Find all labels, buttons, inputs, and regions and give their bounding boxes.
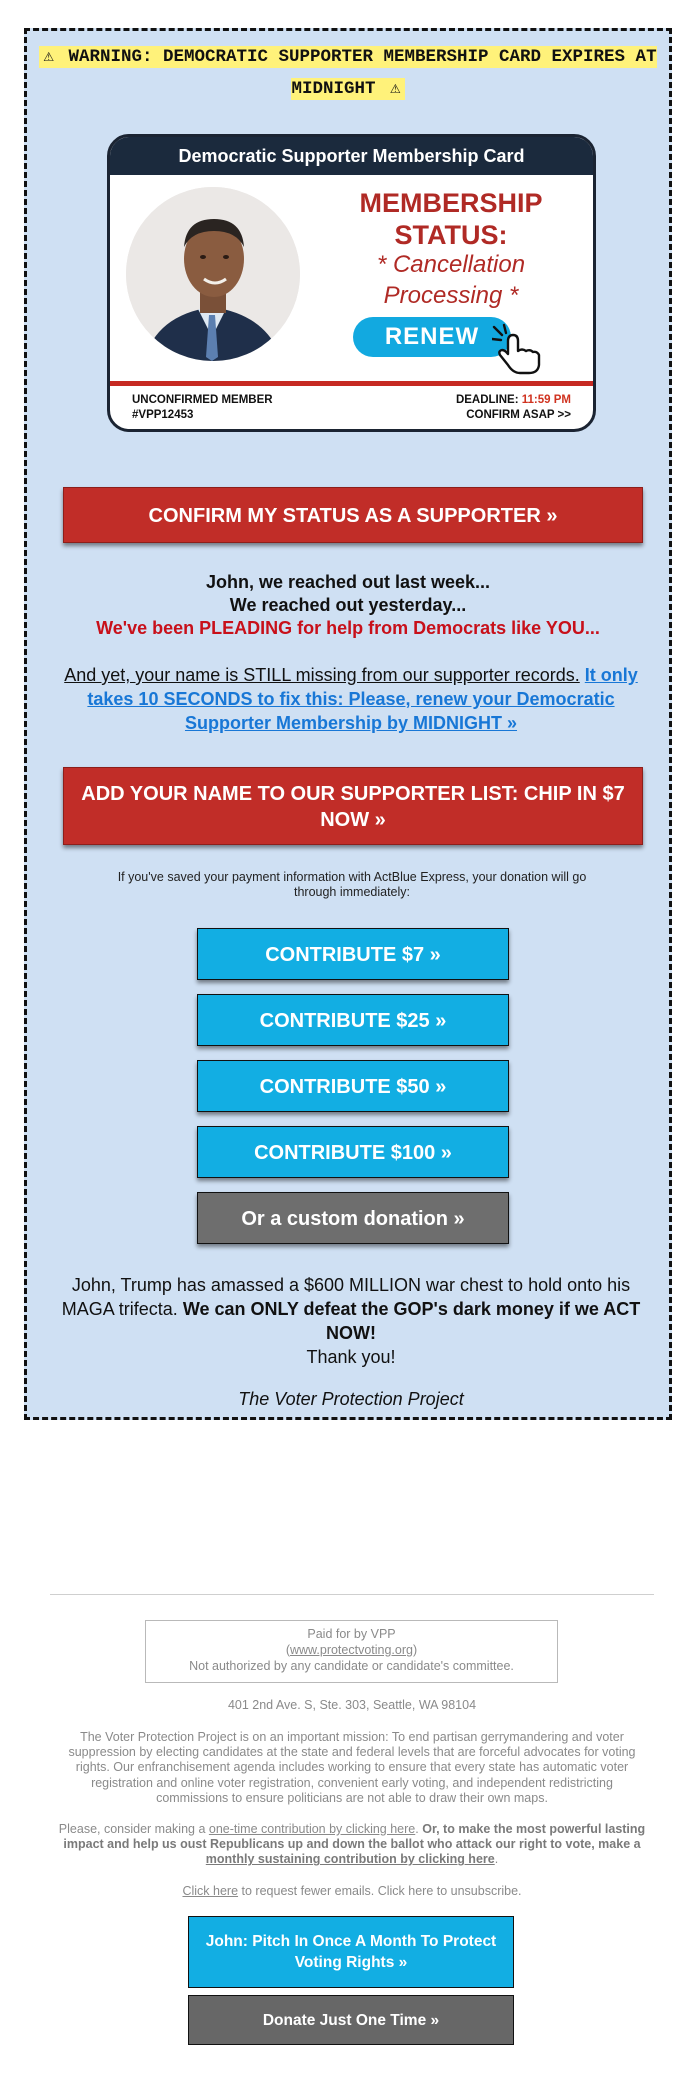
closing-text: John, Trump has amassed a $600 MILLION war chest to hold onto his MAGA trifecta. [61,1275,631,1319]
paid-for-text: Paid for by VPP [307,1627,396,1641]
consider-end-period: . [494,1852,499,1867]
warning-icon: ⚠ [43,47,54,67]
consider-bold-text: Or, to make the most powerful lasting impact and help us oust Republicans up and down the ballot who attack our right to vote, make a [63,1822,646,1852]
closing-paragraph [45,1273,657,1345]
mailing-address: 401 2nd Ave. S, Ste. 303, Seattle, WA 98104 [227,1698,477,1712]
membership-card[interactable] [107,134,596,432]
monthly-pitch-in-button[interactable]: John: Pitch In Once A Month To Protect Voting Rights » [188,1916,514,1988]
warning-banner [27,41,669,105]
membership-status-value: * Cancellation Processing * [376,251,526,309]
member-info [132,393,273,423]
contribute-50-button[interactable]: CONTRIBUTE $50 » [197,1060,509,1112]
contribution-appeal [56,1822,648,1868]
member-id: #VPP12453 [132,409,194,421]
renew-button[interactable]: RENEW [353,317,511,357]
signature: The Voter Protection Project [238,1389,464,1409]
warning-text: WARNING: DEMOCRATIC SUPPORTER MEMBERSHIP CARD EXPIRES AT MIDNIGHT [68,47,657,99]
mission-statement: The Voter Protection Project is on an important mission: To end partisan gerrymandering and voter suppression by electing candidates at the state and federal levels that are forceful advocates for voting rights. Our enfranchisement agenda includes working to ensure that every state has automatic voter registration and online voter registration, convenient early voting, and independent redistricting commissions to ensure politicians are not able to draw their own maps. [68,1730,636,1805]
email-container [24,28,672,1420]
missing-records-paragraph [51,663,651,735]
website-prefix: ( [285,1643,290,1657]
member-photo [126,187,300,361]
confirm-status-button[interactable]: CONFIRM MY STATUS AS A SUPPORTER » [63,487,643,543]
fewer-emails-text: to request fewer emails. Click here to unsubscribe. [241,1884,522,1898]
chip-in-button[interactable]: ADD YOUR NAME TO OUR SUPPORTER LIST: CHIP IN $7 NOW » [63,767,643,845]
confirm-asap: CONFIRM ASAP >> [466,409,571,421]
card-divider [110,381,593,386]
website-link[interactable]: www.protectvoting.org [290,1643,413,1657]
closing-bold-text: We can ONLY defeat the GOP's dark money if we ACT NOW! [182,1299,641,1343]
contribute-100-button[interactable]: CONTRIBUTE $100 » [197,1126,509,1178]
consider-period: . [415,1822,419,1836]
message-line-3: We've been PLEADING for help from Democrats like YOU... [96,618,600,638]
card-header: Democratic Supporter Membership Card [110,137,593,175]
monthly-contribution-link[interactable]: monthly sustaining contribution by clicking here [205,1852,495,1867]
deadline-label: DEADLINE: [455,394,519,406]
renew-membership-link[interactable]: It only takes 10 SECONDS to fix this: Please, renew your Democratic Supporter Membership by MIDNIGHT » [87,665,638,733]
not-authorized-text: Not authorized by any candidate or candidate's committee. [189,1659,514,1673]
one-time-donate-button[interactable]: Donate Just One Time » [188,1995,514,2045]
missing-records-text: And yet, your name is STILL missing from our supporter records. [64,665,580,685]
member-label: UNCONFIRMED MEMBER [132,394,273,406]
hand-cursor-icon [492,323,544,375]
contribute-7-button[interactable]: CONTRIBUTE $7 » [197,928,509,980]
thank-you: Thank you! [306,1347,396,1367]
paid-for-box [145,1620,558,1683]
actblue-express-note: If you've saved your payment information with ActBlue Express, your donation will go through immediately: [117,870,587,899]
message-line-2: We reached out yesterday... [229,595,467,615]
website-suffix: ) [412,1643,418,1657]
fewer-emails-link[interactable]: Click here [182,1884,239,1898]
deadline-time: 11:59 PM [521,394,571,406]
consider-text: Please, consider making a [58,1822,206,1836]
custom-donation-button[interactable]: Or a custom donation » [197,1192,509,1244]
contribute-25-button[interactable]: CONTRIBUTE $25 » [197,994,509,1046]
footer-divider [50,1594,654,1595]
email-preferences [56,1884,648,1899]
one-time-contribution-link[interactable]: one-time contribution by clicking here [208,1822,416,1836]
message-line-1: John, we reached out last week... [205,572,491,592]
membership-status-title: MEMBERSHIP STATUS: [359,188,543,250]
warning-icon: ⚠ [389,79,401,99]
deadline-info [456,393,571,423]
